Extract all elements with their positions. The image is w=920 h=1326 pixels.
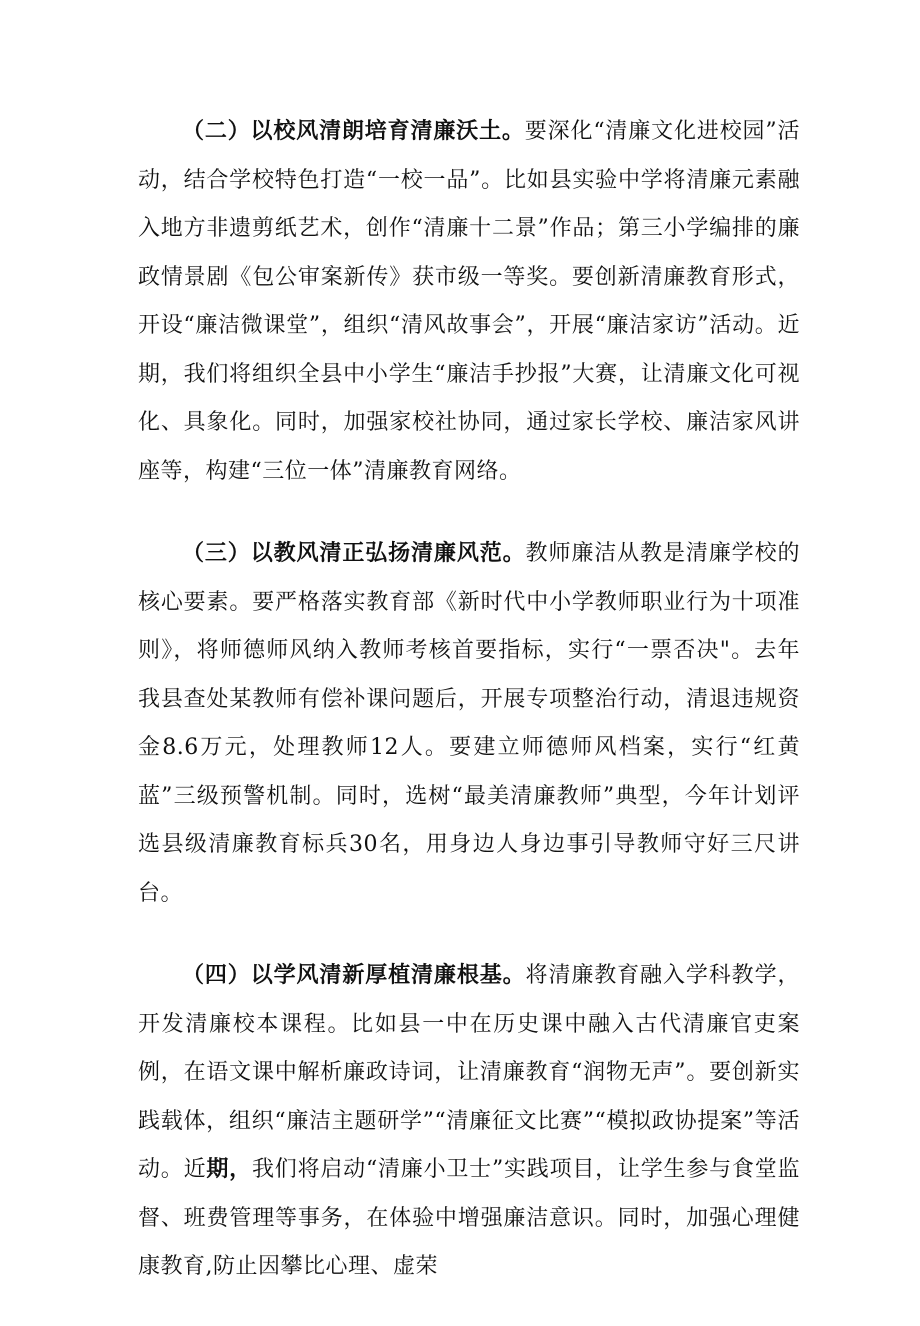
document-page — [138, 108, 800, 1326]
paragraph-heading: （三）以教风清正弘扬清廉风范。 — [182, 541, 526, 566]
paragraph-body-part: 我们将启动“清廉小卫士”实践项目，让学生参与食堂监督、班费管理等事务，在体验中增强廉洁意识。同时，加强心理健康教育,防止因攀比心理、虚荣 — [138, 1157, 800, 1279]
paragraph-body-part: 将清廉教育融入学科教学，开发清廉校本课程。比如县一中在历史课中融入古代清廉官吏案例，在语文课中解析廉政诗词，让清廉教育“润物无声”。要创新实践载体，组织“廉洁主题研学”“清廉征文比赛”“模拟政协提案”等活动。近 — [138, 963, 800, 1182]
paragraph-teaching-culture — [138, 530, 800, 918]
paragraph-body: 要深化“清廉文化进校园”活动，结合学校特色打造“一校一品”。比如县实验中学将清廉元素融入地方非遗剪纸艺术，创作“清廉十二景”作品；第三小学编排的廉政情景剧《包公审案新传》获市级一等奖。要创新清廉教育形式，开设“廉洁微课堂”，组织“清风故事会”，开展“廉洁家访”活动。近期，我们将组织全县中小学生“廉洁手抄报”大赛，让清廉文化可视化、具象化。同时，加强家校社协同，通过家长学校、廉洁家风讲座等，构建“三位一体”清廉教育网络。 — [138, 119, 800, 484]
paragraph-study-culture — [138, 952, 800, 1292]
paragraph-school-culture — [138, 108, 800, 496]
paragraph-heading: （四）以学风清新厚植清廉根基。 — [182, 963, 526, 988]
paragraph-body-bold: 期， — [206, 1157, 252, 1182]
paragraph-heading: （二）以校风清朗培育清廉沃土。 — [182, 119, 525, 144]
paragraph-body: 教师廉洁从教是清廉学校的核心要素。要严格落实教育部《新时代中小学教师职业行为十项准则》，将师德师风纳入教师考核首要指标，实行“一票否决"。去年我县查处某教师有偿补课问题后，开展专项整治行动，清退违规资金8.6万元，处理教师12人。要建立师德师风档案，实行“红黄蓝”三级预警机制。同时，选树“最美清廉教师”典型，今年计划评选县级清廉教育标兵30名，用身边人身边事引导教师守好三尺讲台。 — [138, 541, 800, 906]
